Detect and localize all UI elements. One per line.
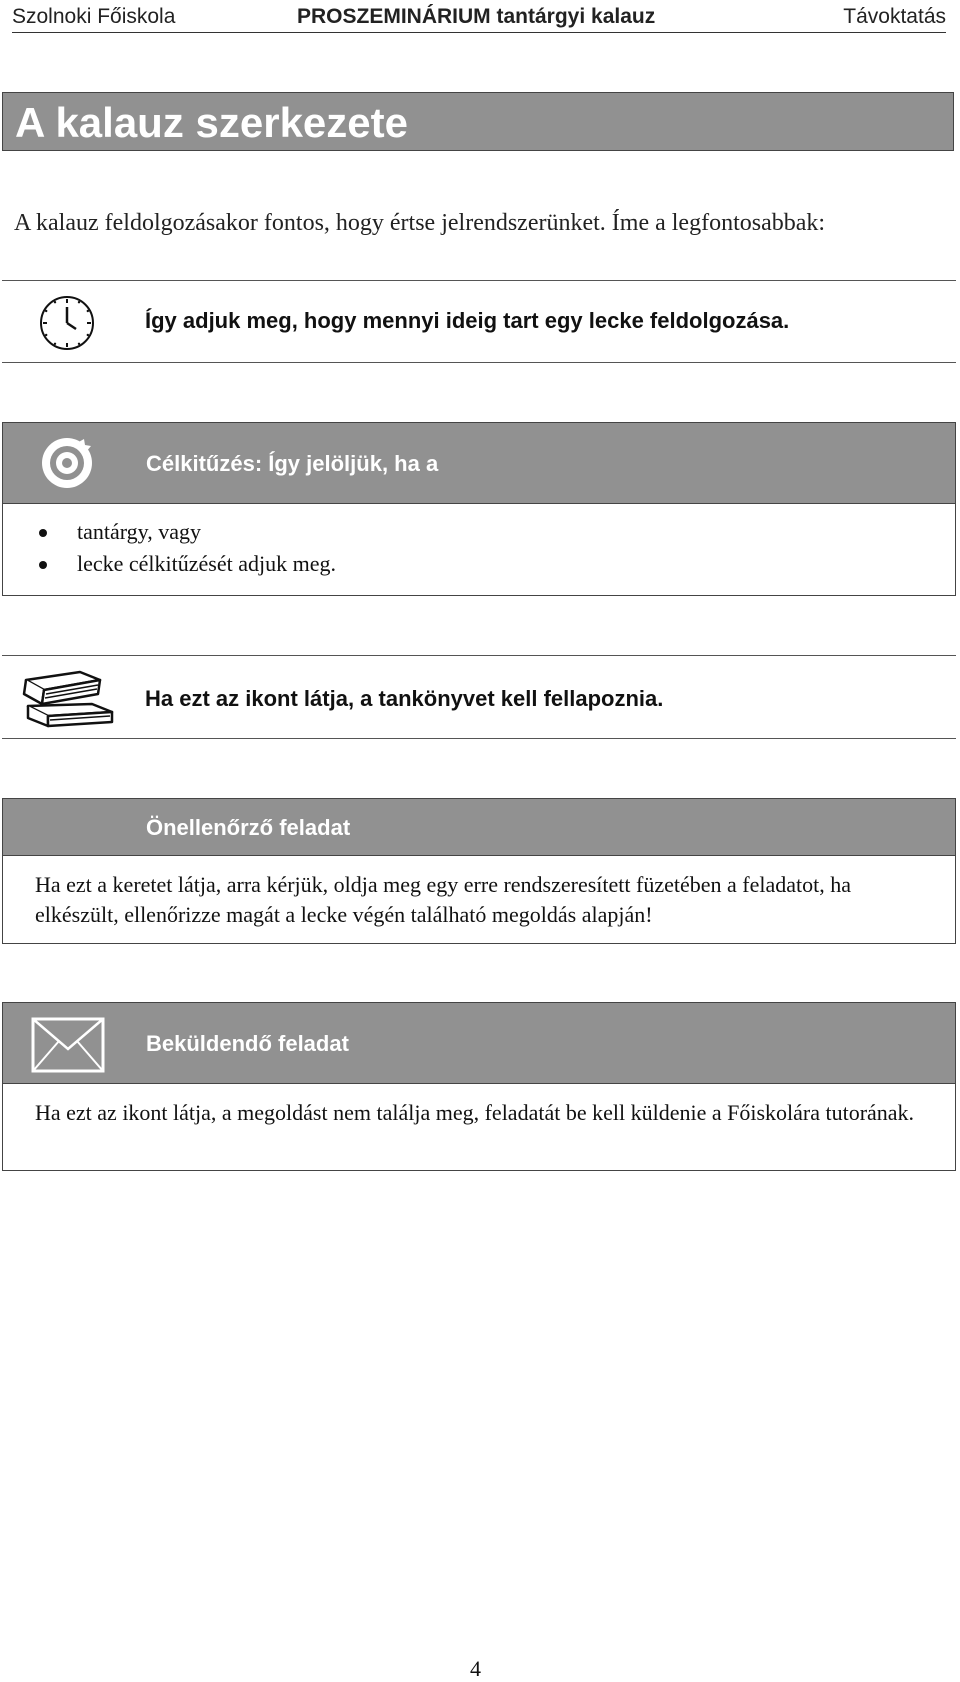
clock-row-text: Így adjuk meg, hogy mennyi ideig tart egy lecke feldolgozása. xyxy=(145,308,790,333)
goal-body xyxy=(2,503,956,596)
book-row-text: Ha ezt az ikont látja, a tankönyvet kell fellapoznia. xyxy=(145,686,664,711)
header-course-title: PROSZEMINÁRIUM tantárgyi kalauz xyxy=(297,5,656,28)
divider xyxy=(2,655,956,656)
header-mode: Távoktatás xyxy=(843,5,946,28)
books-icon xyxy=(20,666,116,728)
section-title-box xyxy=(2,92,954,151)
submit-label: Beküldendő feladat xyxy=(146,1031,349,1056)
divider xyxy=(2,738,956,739)
envelope-icon xyxy=(31,1017,105,1073)
self-check-body xyxy=(2,855,956,944)
clock-icon xyxy=(38,294,96,352)
page-header xyxy=(12,2,946,33)
page-number: 4 xyxy=(470,1656,481,1681)
list-item: lecke célkitűzését adjuk meg. xyxy=(33,548,336,580)
submit-header xyxy=(2,1002,956,1084)
goal-header xyxy=(2,422,956,504)
intro-text: A kalauz feldolgozásakor fontos, hogy értse jelrendszerünket. Íme a legfontosabbak: xyxy=(14,210,826,236)
section-title: A kalauz szerkezete xyxy=(15,99,408,146)
goal-label: Célkitűzés: Így jelöljük, ha a xyxy=(146,451,439,476)
target-icon xyxy=(39,435,95,491)
self-check-header xyxy=(2,798,956,856)
self-check-label: Önellenőrző feladat xyxy=(146,815,351,840)
submit-text: Ha ezt az ikont látja, a megoldást nem találja meg, feladatát be kell küldenie a Főiskolára tutorának. xyxy=(35,1100,915,1125)
divider xyxy=(2,280,956,281)
list-item: tantárgy, vagy xyxy=(33,516,336,548)
goal-list xyxy=(33,516,336,580)
self-check-text: Ha ezt a keretet látja, arra kérjük, oldja meg egy erre rendszeresített füzetében a feladatot, ha elkészült, ellenőrizze magát a lecke végén található megoldás alapján! xyxy=(35,872,851,927)
header-institution: Szolnoki Főiskola xyxy=(12,5,176,28)
submit-body xyxy=(2,1083,956,1171)
divider xyxy=(2,362,956,363)
